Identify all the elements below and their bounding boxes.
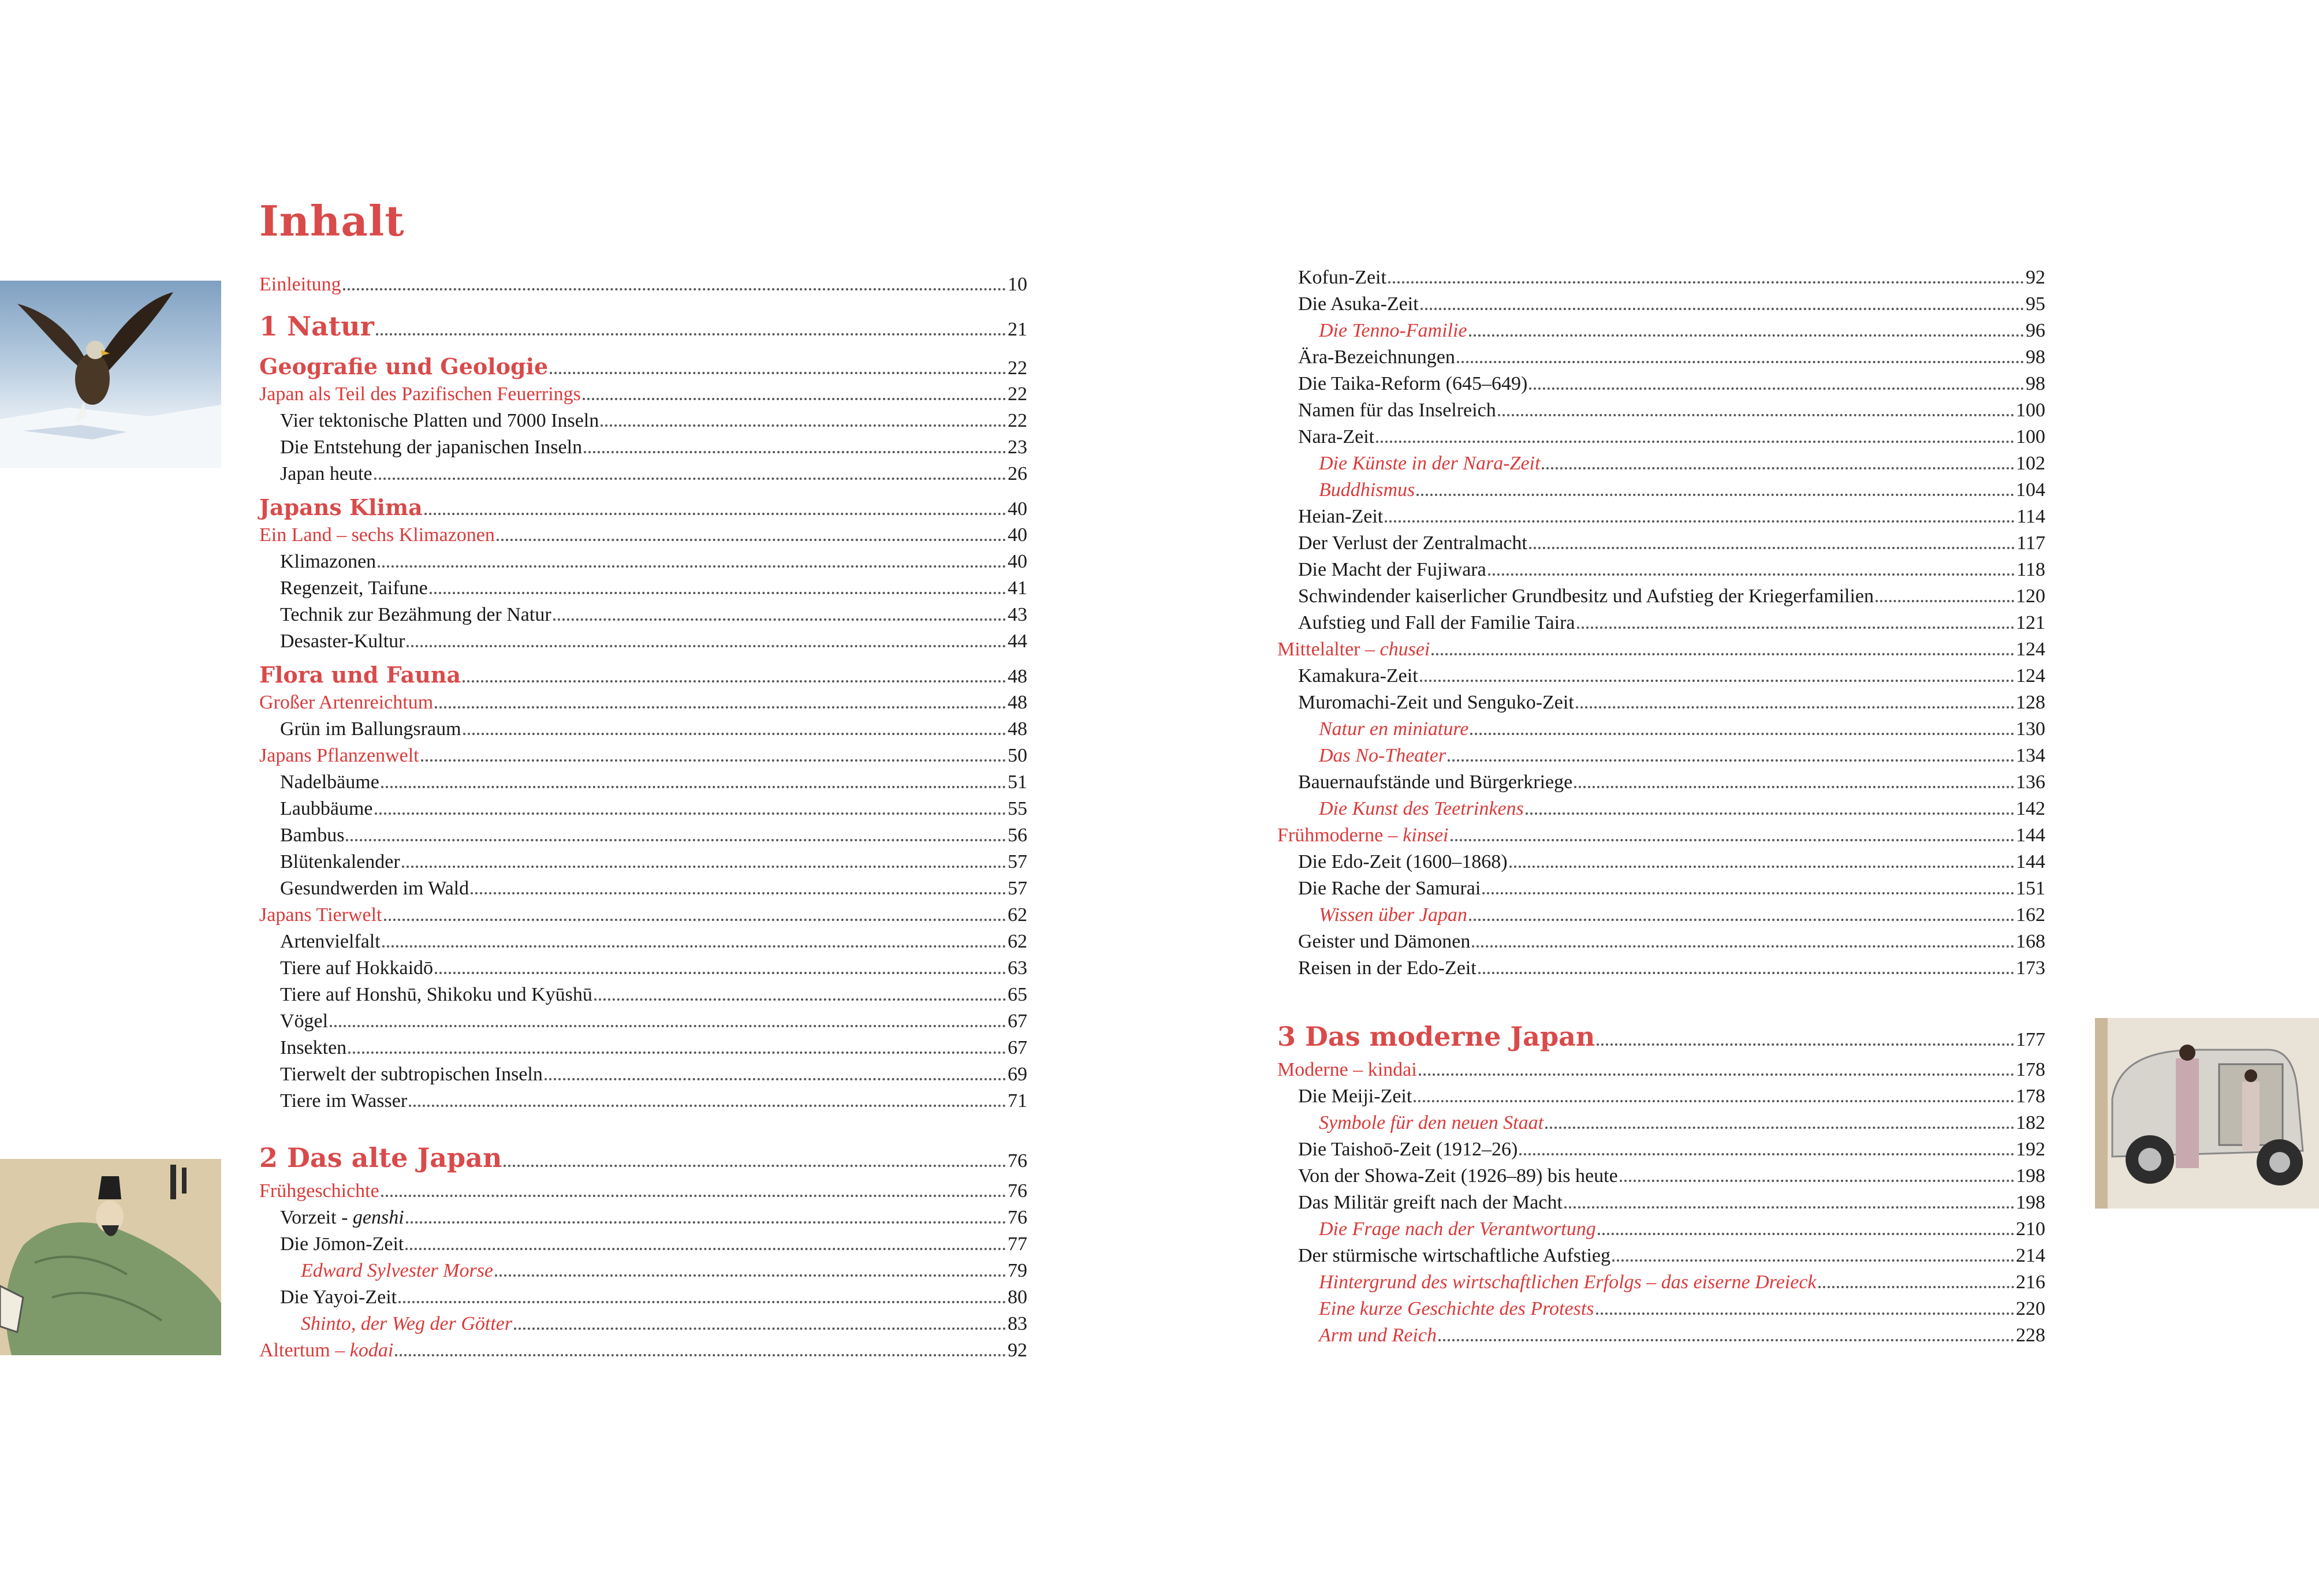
toc-entry[interactable]: Der stürmische wirtschaftliche Aufstieg 214 (1298, 1245, 2045, 1266)
toc-entry[interactable]: Bauernaufstände und Bürgerkriege 136 (1298, 771, 2045, 793)
toc-entry[interactable]: Ära-Bezeichnungen 98 (1298, 346, 2045, 368)
toc-entry[interactable]: Tiere im Wasser 71 (280, 1090, 1027, 1112)
toc-entry[interactable]: Japan heute 26 (280, 463, 1027, 484)
toc-box-entry[interactable]: Wissen über Japan 162 (1319, 904, 2045, 926)
toc-entry[interactable]: Frühmoderne – kinsei 144 (1277, 825, 2045, 846)
toc-entry[interactable]: Geister und Dämonen 168 (1298, 931, 2045, 952)
toc-entry[interactable]: Ein Land – sechs Klimazonen 40 (259, 524, 1027, 546)
toc-entry[interactable]: Die Yayoi-Zeit 80 (280, 1287, 1027, 1308)
toc-entry[interactable]: Die Edo-Zeit (1600–1868) 144 (1298, 851, 2045, 872)
toc-entry[interactable]: Technik zur Bezähmung der Natur 43 (280, 604, 1027, 625)
toc-entry[interactable]: Tiere auf Honshū, Shikoku und Kyūshū 65 (280, 984, 1027, 1005)
toc-entry[interactable]: Nadelbäume 51 (280, 771, 1027, 793)
toc-entry[interactable]: Altertum – kodai 92 (259, 1340, 1027, 1361)
toc-chapter[interactable]: 2 Das alte Japan 76 (259, 1142, 1027, 1173)
toc-entry[interactable]: Schwindender kaiserlicher Grundbesitz und Aufstieg der Kriegerfamilien 120 (1298, 586, 2045, 607)
toc-entry[interactable]: Vögel 67 (280, 1010, 1027, 1032)
toc-box-entry[interactable]: Die Tenno-Familie 96 (1319, 320, 2045, 341)
toc-entry[interactable]: Laubbäume 55 (280, 798, 1027, 819)
toc-box-entry[interactable]: Natur en miniature 130 (1319, 718, 2045, 740)
toc-entry[interactable]: Muromachi-Zeit und Senguko-Zeit 128 (1298, 692, 2045, 713)
vintage-car-photo (2095, 1018, 2319, 1209)
toc-entry[interactable]: Japan als Teil des Pazifischen Feuerrings 22 (259, 383, 1027, 405)
toc-box-entry[interactable]: Symbole für den neuen Staat 182 (1319, 1112, 2045, 1133)
toc-entry[interactable]: Moderne – kindai 178 (1277, 1059, 2045, 1080)
toc-entry[interactable]: Die Asuka-Zeit 95 (1298, 293, 2045, 315)
toc-box-entry[interactable]: Die Künste in der Nara-Zeit 102 (1319, 453, 2045, 474)
toc-entry[interactable]: Namen für das Inselreich 100 (1298, 400, 2045, 421)
toc-left-column (259, 271, 1027, 1364)
toc-entry[interactable]: Tierwelt der subtropischen Inseln 69 (280, 1064, 1027, 1085)
toc-entry[interactable]: Japans Pflanzenwelt 50 (259, 745, 1027, 766)
page-title: Inhalt (259, 196, 405, 245)
toc-entry[interactable]: Gesundwerden im Wald 57 (280, 878, 1027, 899)
toc-entry[interactable]: Insekten 67 (280, 1037, 1027, 1058)
toc-entry[interactable]: Nara-Zeit 100 (1298, 426, 2045, 448)
toc-box-entry[interactable]: Die Frage nach der Verantwortung 210 (1319, 1218, 2045, 1240)
toc-entry[interactable]: Die Meiji-Zeit 178 (1298, 1086, 2045, 1107)
toc-entry[interactable]: Die Entstehung der japanischen Inseln 23 (280, 437, 1027, 458)
toc-entry[interactable]: Reisen in der Edo-Zeit 173 (1298, 957, 2045, 979)
spacer (259, 1114, 1027, 1129)
toc-entry[interactable]: Frühgeschichte 76 (259, 1180, 1027, 1202)
toc-entry[interactable]: Kamakura-Zeit 124 (1298, 665, 2045, 687)
toc-entry[interactable]: Grün im Ballungsraum 48 (280, 718, 1027, 740)
toc-section-heading[interactable]: Japans Klima 40 (259, 494, 1027, 520)
emperor-painting (0, 1159, 221, 1355)
toc-box-entry[interactable]: Hintergrund des wirtschaftlichen Erfolgs – das eiserne Dreieck 216 (1319, 1271, 2045, 1293)
toc-entry[interactable]: Von der Showa-Zeit (1926–89) bis heute 198 (1298, 1165, 2045, 1187)
toc-entry[interactable]: Mittelalter – chusei 124 (1277, 639, 2045, 660)
toc-section-heading[interactable]: Flora und Fauna 48 (259, 662, 1027, 688)
toc-entry[interactable]: Die Jōmon-Zeit 77 (280, 1233, 1027, 1255)
toc-entry[interactable]: Vorzeit - genshi 76 (280, 1207, 1027, 1228)
eagle-photo (0, 281, 221, 468)
toc-entry[interactable]: Bambus 56 (280, 825, 1027, 846)
toc-box-entry[interactable]: Die Kunst des Teetrinkens 142 (1319, 798, 2045, 819)
toc-box-entry[interactable]: Eine kurze Geschichte des Protests 220 (1319, 1298, 2045, 1319)
toc-entry[interactable]: Heian-Zeit 114 (1298, 506, 2045, 527)
toc-chapter[interactable]: 3 Das moderne Japan 177 (1277, 1021, 2045, 1052)
toc-entry[interactable]: Die Taika-Reform (645–649) 98 (1298, 373, 2045, 394)
toc-box-entry[interactable]: Shinto, der Weg der Götter 83 (301, 1313, 1027, 1334)
toc-entry[interactable]: Die Taishoō-Zeit (1912–26) 192 (1298, 1139, 2045, 1160)
toc-box-entry[interactable]: Buddhismus 104 (1319, 479, 2045, 501)
toc-entry[interactable]: Aufstieg und Fall der Familie Taira 121 (1298, 612, 2045, 633)
toc-entry[interactable]: Artenvielfalt 62 (280, 931, 1027, 952)
toc-entry[interactable]: Klimazonen 40 (280, 551, 1027, 572)
toc-section-heading[interactable]: Geografie und Geologie 22 (259, 353, 1027, 379)
toc-entry[interactable]: Vier tektonische Platten und 7000 Inseln 22 (280, 410, 1027, 431)
toc-right-column (1277, 264, 2045, 1349)
toc-entry[interactable]: Das Militär greift nach der Macht 198 (1298, 1192, 2045, 1213)
toc-entry[interactable]: Großer Artenreichtum 48 (259, 692, 1027, 713)
toc-entry[interactable]: Desaster-Kultur 44 (280, 631, 1027, 652)
toc-entry[interactable]: Kofun-Zeit 92 (1298, 267, 2045, 288)
toc-entry[interactable]: Der Verlust der Zentralmacht 117 (1298, 532, 2045, 554)
toc-entry[interactable]: Tiere auf Hokkaidō 63 (280, 957, 1027, 979)
toc-chapter[interactable]: 1 Natur 21 (259, 311, 1027, 342)
toc-entry[interactable]: Die Rache der Samurai 151 (1298, 878, 2045, 899)
toc-box-entry[interactable]: Edward Sylvester Morse 79 (301, 1260, 1027, 1281)
toc-entry[interactable]: Die Macht der Fujiwara 118 (1298, 559, 2045, 580)
spacer (1277, 982, 2045, 1008)
toc-entry[interactable]: Einleitung 10 (259, 274, 1027, 295)
toc-entry[interactable]: Regenzeit, Taifune 41 (280, 577, 1027, 599)
toc-box-entry[interactable]: Das No-Theater 134 (1319, 745, 2045, 766)
toc-box-entry[interactable]: Arm und Reich 228 (1319, 1325, 2045, 1346)
toc-entry[interactable]: Blütenkalender 57 (280, 851, 1027, 872)
toc-entry[interactable]: Japans Tierwelt 62 (259, 904, 1027, 926)
